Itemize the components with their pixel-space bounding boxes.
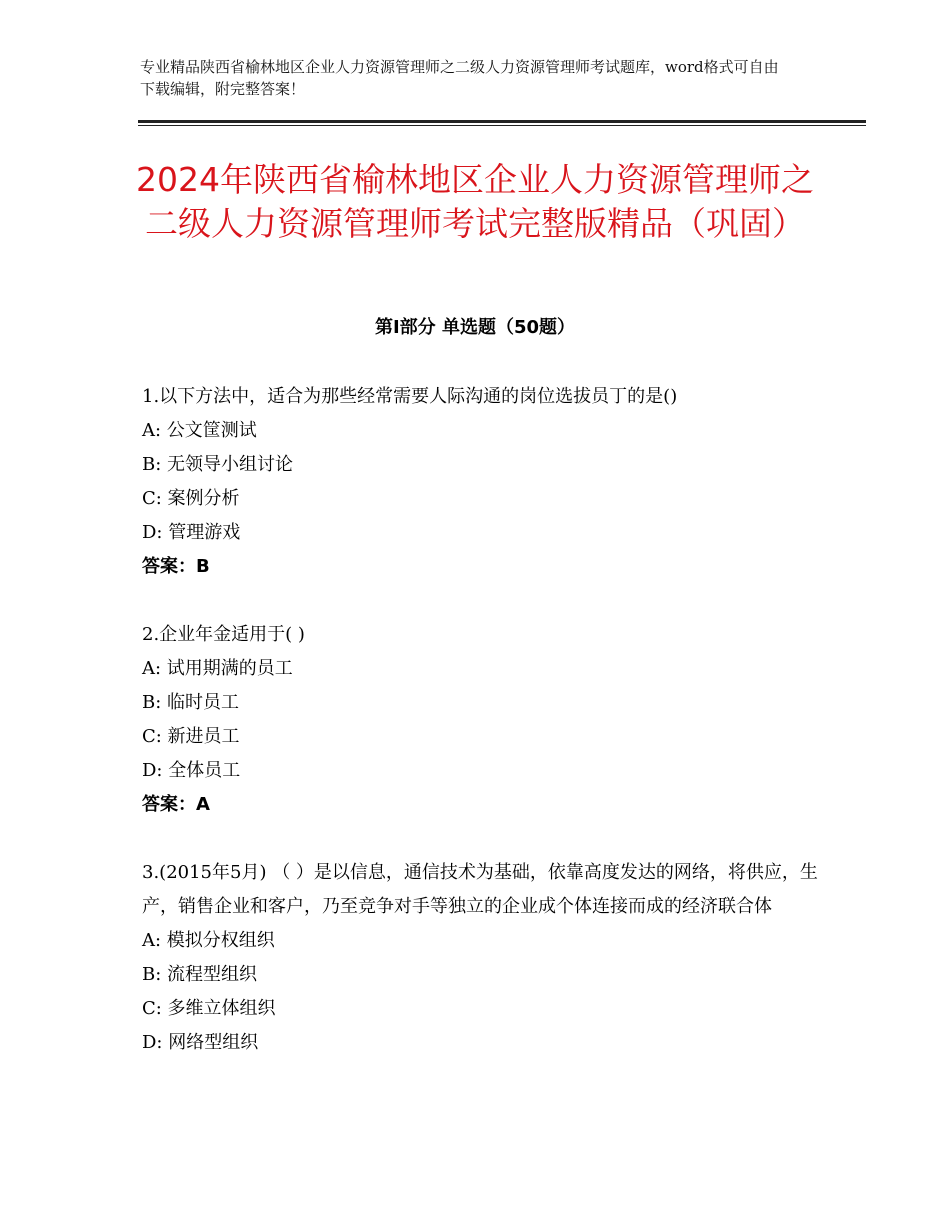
option-a: A: 模拟分权组织 (142, 930, 275, 951)
question-3 (142, 856, 822, 1060)
document-title: 2024年陕西省榆林地区企业人力资源管理师之二级人力资源管理师考试完整版精品（巩固） (136, 160, 814, 243)
option-d: D: 网络型组织 (142, 1032, 259, 1053)
section-heading: 第Ⅰ部分 单选题（50题） (374, 317, 575, 338)
option-a: A: 试用期满的员工 (142, 658, 293, 679)
option-c: C: 新进员工 (142, 726, 240, 747)
option-b: B: 流程型组织 (142, 964, 258, 985)
question-stem: 1.以下方法中，适合为那些经常需要人际沟通的岗位选拔员丁的是() (142, 386, 678, 407)
option-c: C: 多维立体组织 (142, 998, 276, 1019)
answer-label: 答案：B (142, 556, 210, 577)
question-1 (142, 380, 822, 584)
option-c: C: 案例分析 (142, 488, 240, 509)
option-d: D: 管理游戏 (142, 522, 241, 543)
option-d: D: 全体员工 (142, 760, 241, 781)
option-a: A: 公文筐测试 (142, 420, 257, 441)
option-b: B: 临时员工 (142, 692, 240, 713)
question-list (142, 380, 822, 1094)
question-stem: 3.(2015年5月) （ ）是以信息，通信技术为基础，依靠高度发达的网络，将供应，生产，销售企业和客户，乃至竞争对手等独立的企业成个体连接而成的经济联合体 (142, 862, 818, 917)
header-rule-thin (138, 125, 866, 126)
answer-label: 答案：A (142, 794, 210, 815)
header-rule-thick (138, 120, 866, 123)
question-stem: 2.企业年金适用于( ) (142, 624, 305, 645)
option-b: B: 无领导小组讨论 (142, 454, 294, 475)
question-2 (142, 618, 822, 822)
document-header-note: 专业精品陕西省榆林地区企业人力资源管理师之二级人力资源管理师考试题库，word格式可自由下载编辑，附完整答案！ (140, 58, 779, 98)
